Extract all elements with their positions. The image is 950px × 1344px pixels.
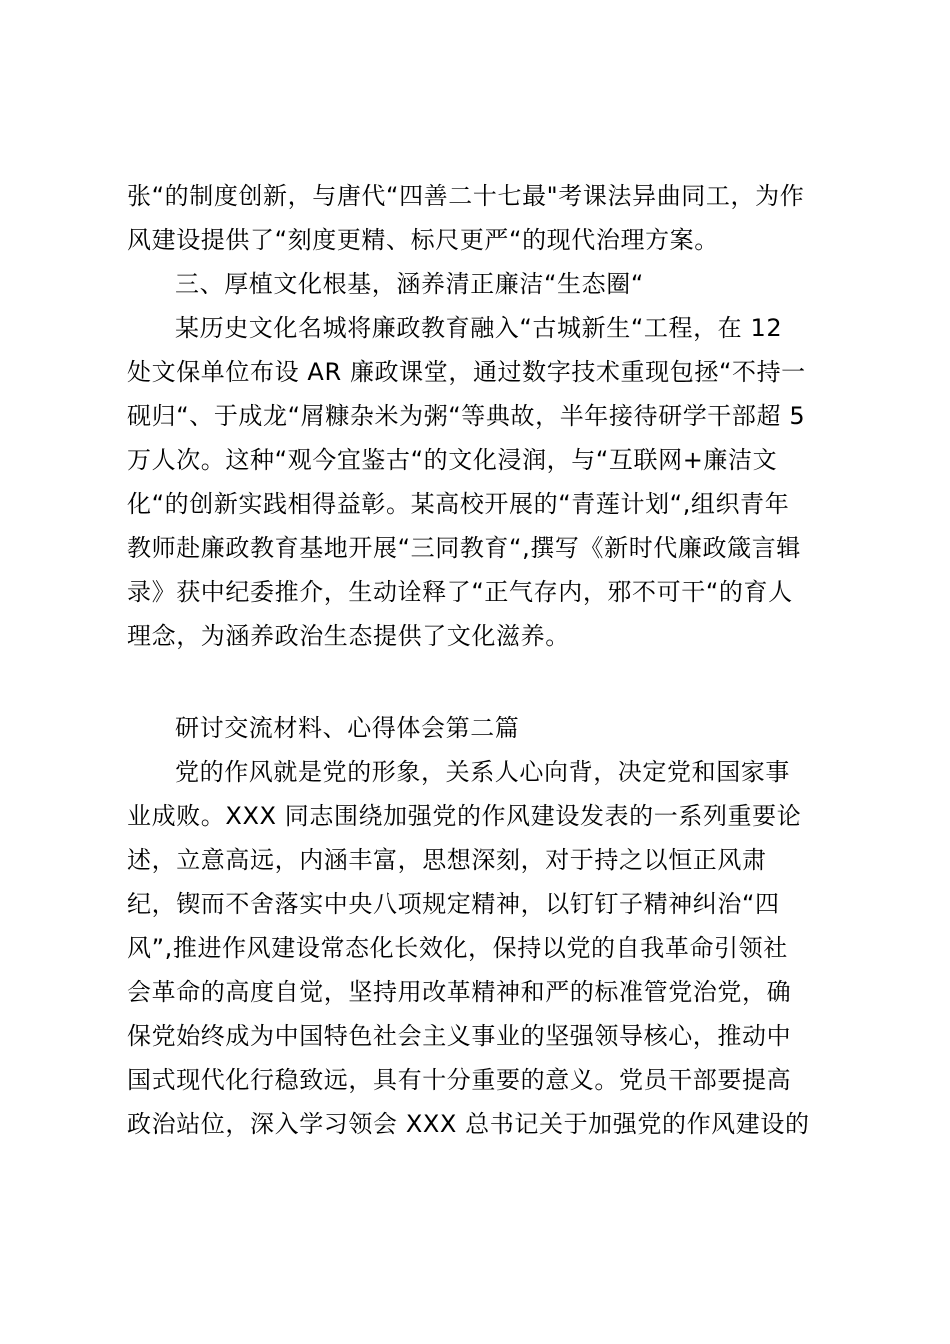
- text-line: 化“的创新实践相得益彰。某高校开展的“青莲计划“,组织青年: [127, 490, 790, 518]
- text-line: 党的作风就是党的形象，关系人心向背，决定党和国家事: [175, 758, 790, 786]
- text-line: 万人次。这种“观今宜鉴古“的文化浸润，与“互联网+廉洁文: [127, 446, 778, 474]
- text-line: 纪，锲而不舍落实中央八项规定精神，以钉钉子精神纠治“四: [127, 890, 780, 918]
- section-title: 研讨交流材料、心得体会第二篇: [175, 714, 520, 742]
- text-line: 风”,推进作风建设常态化长效化，保持以党的自我革命引领社: [127, 934, 788, 962]
- text-line: 保党始终成为中国特色社会主义事业的坚强领导核心，推动中: [127, 1022, 792, 1050]
- text-line: 国式现代化行稳致远，具有十分重要的意义。党员干部要提高: [127, 1066, 792, 1094]
- text-line: 录》获中纪委推介，生动诠释了“正气存内，邪不可干“的育人: [127, 578, 793, 606]
- text-line: 风建设提供了“刻度更精、标尺更严“的现代治理方案。: [127, 226, 719, 254]
- text-line: 教师赴廉政教育基地开展“三同教育“,撰写《新时代廉政箴言辑: [127, 534, 801, 562]
- text-line: 张“的制度创新，与唐代“四善二十七最"考课法异曲同工，为作: [127, 182, 805, 210]
- text-line: 砚归“、于成龙“屑糠杂米为粥“等典故，半年接待研学干部超 5: [127, 402, 806, 430]
- text-line: 政治站位，深入学习领会 XXX 总书记关于加强党的作风建设的: [127, 1110, 810, 1138]
- text-line: 述，立意高远，内涵丰富，思想深刻，对于持之以恒正风肃: [127, 846, 767, 874]
- section-heading: 三、厚植文化根基，涵养清正廉洁“生态圈“: [175, 270, 644, 298]
- text-line: 理念，为涵养政治生态提供了文化滋养。: [127, 622, 570, 650]
- text-line: 处文保单位布设 AR 廉政课堂，通过数字技术重现包拯“不持一: [127, 358, 806, 386]
- text-line: 某历史文化名城将廉政教育融入“古城新生“工程，在 12: [175, 314, 783, 342]
- text-line: 业成败。XXX 同志围绕加强党的作风建设发表的一系列重要论: [127, 802, 802, 830]
- text-line: 会革命的高度自觉，坚持用改革精神和严的标准管党治党，确: [127, 978, 792, 1006]
